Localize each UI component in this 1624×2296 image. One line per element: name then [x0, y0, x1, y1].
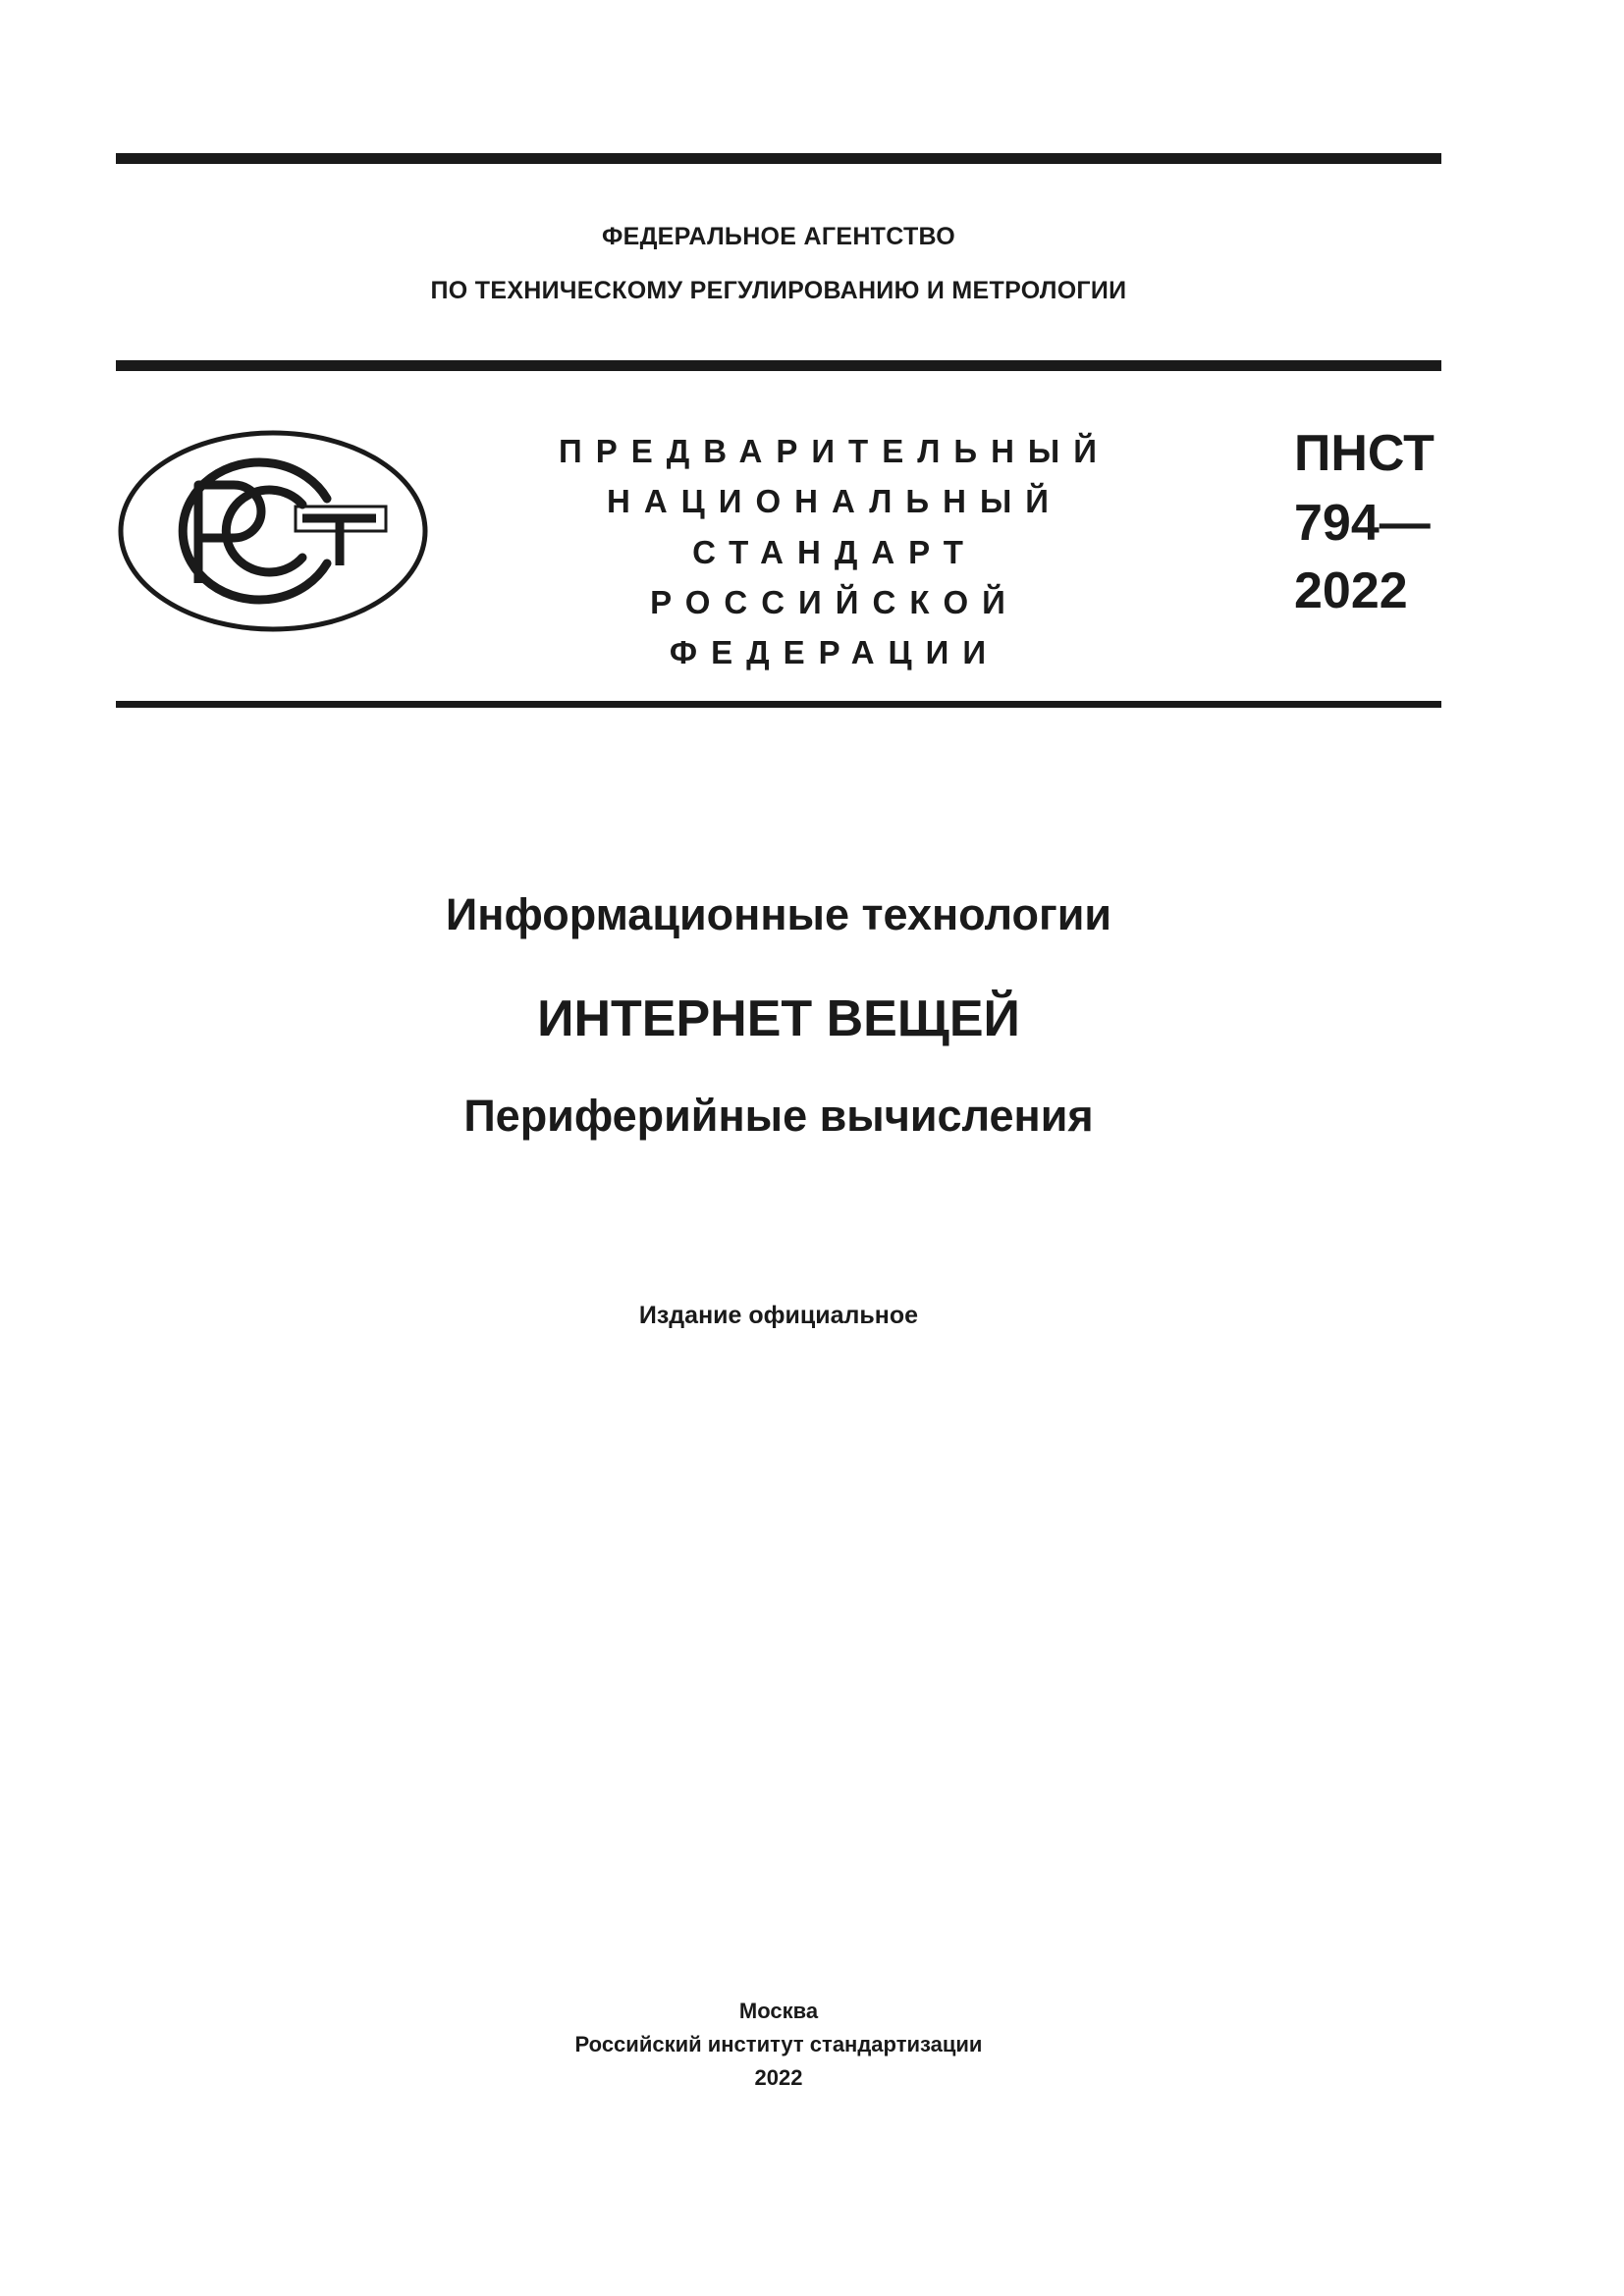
imprint-year: 2022 — [754, 2065, 803, 2090]
gost-r-emblem-icon — [116, 428, 430, 634]
document-title-group: Информационные технологии — [445, 889, 1112, 939]
imprint-publisher: Российский институт стандартизации — [574, 2032, 983, 2056]
edition-label: Издание официальное — [638, 1302, 919, 1329]
standard-number-prefix: ПНСТ — [1294, 425, 1435, 482]
standard-rule — [116, 701, 1441, 708]
standard-type-line: НАЦИОНАЛЬНЫЙ — [607, 483, 1062, 519]
agency-name-line-1: ФЕДЕРАЛЬНОЕ АГЕНТСТВО — [601, 223, 956, 250]
standard-type-line: ФЕДЕРАЦИИ — [669, 634, 1001, 670]
document-title-main: ИНТЕРНЕТ ВЕЩЕЙ — [537, 990, 1020, 1047]
standard-number: 794— — [1294, 495, 1431, 552]
top-rule — [116, 153, 1441, 164]
standard-year: 2022 — [1294, 562, 1408, 619]
imprint-city: Москва — [738, 1999, 819, 2023]
standard-type-line: РОССИЙСКОЙ — [650, 584, 1019, 620]
standard-type-line: ПРЕДВАРИТЕЛЬНЫЙ — [559, 433, 1110, 469]
agency-name-line-2: ПО ТЕХНИЧЕСКОМУ РЕГУЛИРОВАНИЮ И МЕТРОЛОГИИ — [430, 277, 1127, 304]
document-subtitle: Периферийные вычисления — [463, 1091, 1094, 1141]
header-rule — [116, 360, 1441, 371]
standard-type-line: СТАНДАРТ — [692, 534, 977, 570]
